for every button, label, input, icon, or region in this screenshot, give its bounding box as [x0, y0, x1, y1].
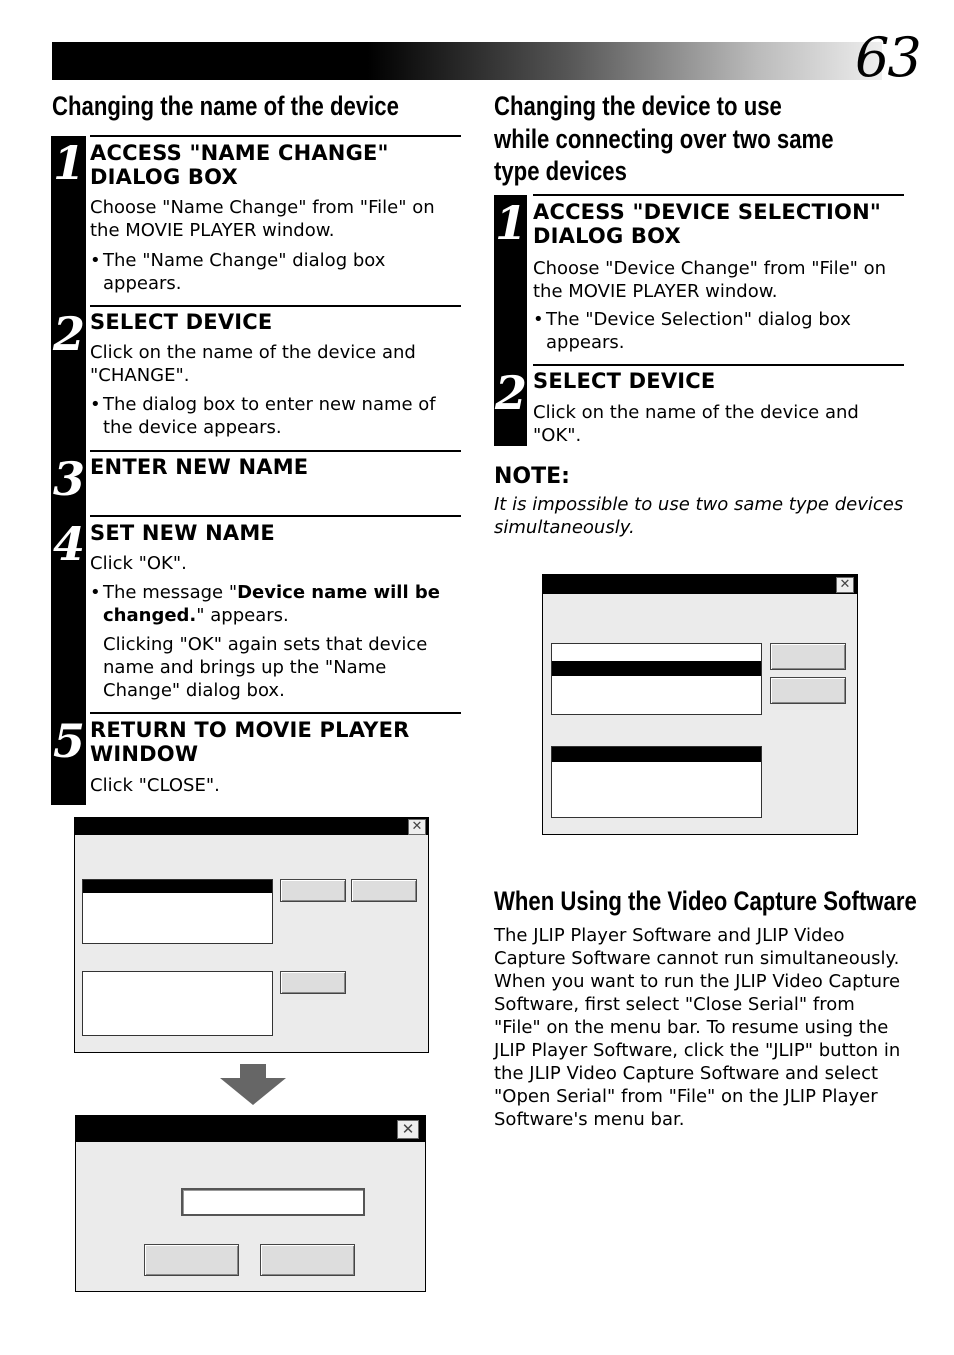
step-heading: RETURN TO MOVIE PLAYER WINDOW — [90, 718, 410, 766]
dialog-title-bar — [543, 575, 857, 594]
bullet-mark: • — [533, 309, 544, 330]
step-number: 2 — [495, 366, 528, 420]
page-number: 63 — [855, 26, 920, 89]
dialog-button[interactable] — [280, 879, 346, 902]
left-section-title: Changing the name of the device — [52, 91, 399, 121]
step-heading: SELECT DEVICE — [533, 369, 716, 393]
step-heading: ACCESS "NAME CHANGE" DIALOG BOX — [90, 141, 389, 189]
device-list[interactable] — [82, 971, 273, 1036]
page-header-bar — [52, 42, 882, 80]
step-divider — [90, 135, 461, 137]
step-divider — [90, 515, 461, 517]
new-name-field[interactable] — [181, 1188, 365, 1216]
step-heading: SET NEW NAME — [90, 521, 275, 545]
step-bullet: The dialog box to enter new name of the device appears. — [103, 394, 436, 438]
device-list[interactable] — [551, 643, 762, 715]
bullet-mark: • — [90, 394, 101, 415]
step-number: 3 — [53, 452, 86, 506]
dialog-button[interactable] — [280, 971, 346, 994]
close-icon[interactable]: ✕ — [408, 819, 426, 835]
step-bullet: The message "Device name will be changed." appears. — [103, 582, 440, 626]
dialog-button[interactable] — [144, 1244, 239, 1276]
selected-list-item[interactable] — [552, 661, 761, 676]
step-number: 4 — [53, 517, 86, 571]
step-note: Clicking "OK" again sets that device name and brings up the "Name Change" dialog box. — [103, 634, 428, 701]
step-number: 2 — [53, 307, 86, 361]
selected-list-item[interactable] — [83, 880, 272, 893]
note-heading: NOTE: — [494, 464, 570, 489]
step-divider — [90, 450, 461, 452]
right-section-title-text: Changing the device to use while connecting over two same type devices — [494, 91, 834, 186]
step-text: Click "OK". — [90, 553, 187, 574]
step-divider — [90, 712, 461, 714]
device-list[interactable] — [82, 879, 273, 944]
step-heading: ENTER NEW NAME — [90, 455, 309, 479]
dialog-title-bar — [76, 1116, 425, 1142]
close-icon[interactable]: ✕ — [836, 577, 854, 593]
step-heading: SELECT DEVICE — [90, 310, 273, 334]
step-heading: ACCESS "DEVICE SELECTION" DIALOG BOX — [533, 200, 882, 248]
name-change-dialog — [74, 817, 429, 1053]
step-text: Click on the name of the device and "CHANGE". — [90, 342, 416, 386]
right-section-title — [494, 90, 843, 188]
step-bullet: The "Name Change" dialog box appears. — [103, 250, 386, 294]
video-capture-text: The JLIP Player Software and JLIP Video Capture Software cannot run simultaneously. When you want to run the JLIP Video Capture Software, first select "Close Serial" from "File" on the menu bar. To resume using the JLIP Player Software, click the "JLIP" button in the JLIP Video Capture Software and select "Open Serial" from "File" on the JLIP Player Software's menu bar. — [494, 925, 901, 1130]
bullet-mark: • — [90, 250, 101, 271]
step-number: 1 — [53, 136, 86, 190]
step-bullet: The "Device Selection" dialog box appears. — [546, 309, 851, 353]
dialog-button[interactable] — [260, 1244, 355, 1276]
step-divider — [90, 305, 461, 307]
close-icon[interactable]: ✕ — [397, 1120, 419, 1139]
dialog-button[interactable] — [770, 643, 846, 670]
new-name-dialog — [75, 1115, 426, 1292]
step-text: Click "CLOSE". — [90, 775, 220, 796]
note-text: It is impossible to use two same type devices simultaneously. — [494, 494, 904, 538]
selected-list-item[interactable] — [552, 747, 761, 762]
dialog-title-bar — [75, 818, 428, 835]
video-capture-title: When Using the Video Capture Software — [494, 886, 917, 916]
dialog-button[interactable] — [770, 677, 846, 704]
arrow-down-icon — [219, 1064, 287, 1106]
bullet-mark: • — [90, 582, 101, 603]
device-selection-dialog — [542, 574, 858, 835]
step-number: 5 — [53, 714, 86, 768]
step-text: Choose "Name Change" from "File" on the MOVIE PLAYER window. — [90, 197, 435, 241]
dialog-button[interactable] — [351, 879, 417, 902]
step-divider — [533, 194, 904, 196]
step-text: Choose "Device Change" from "File" on the MOVIE PLAYER window. — [533, 258, 887, 302]
step-number: 1 — [495, 196, 528, 250]
device-list[interactable] — [551, 746, 762, 818]
step-divider — [533, 364, 904, 366]
step-text: Click on the name of the device and "OK". — [533, 402, 859, 446]
